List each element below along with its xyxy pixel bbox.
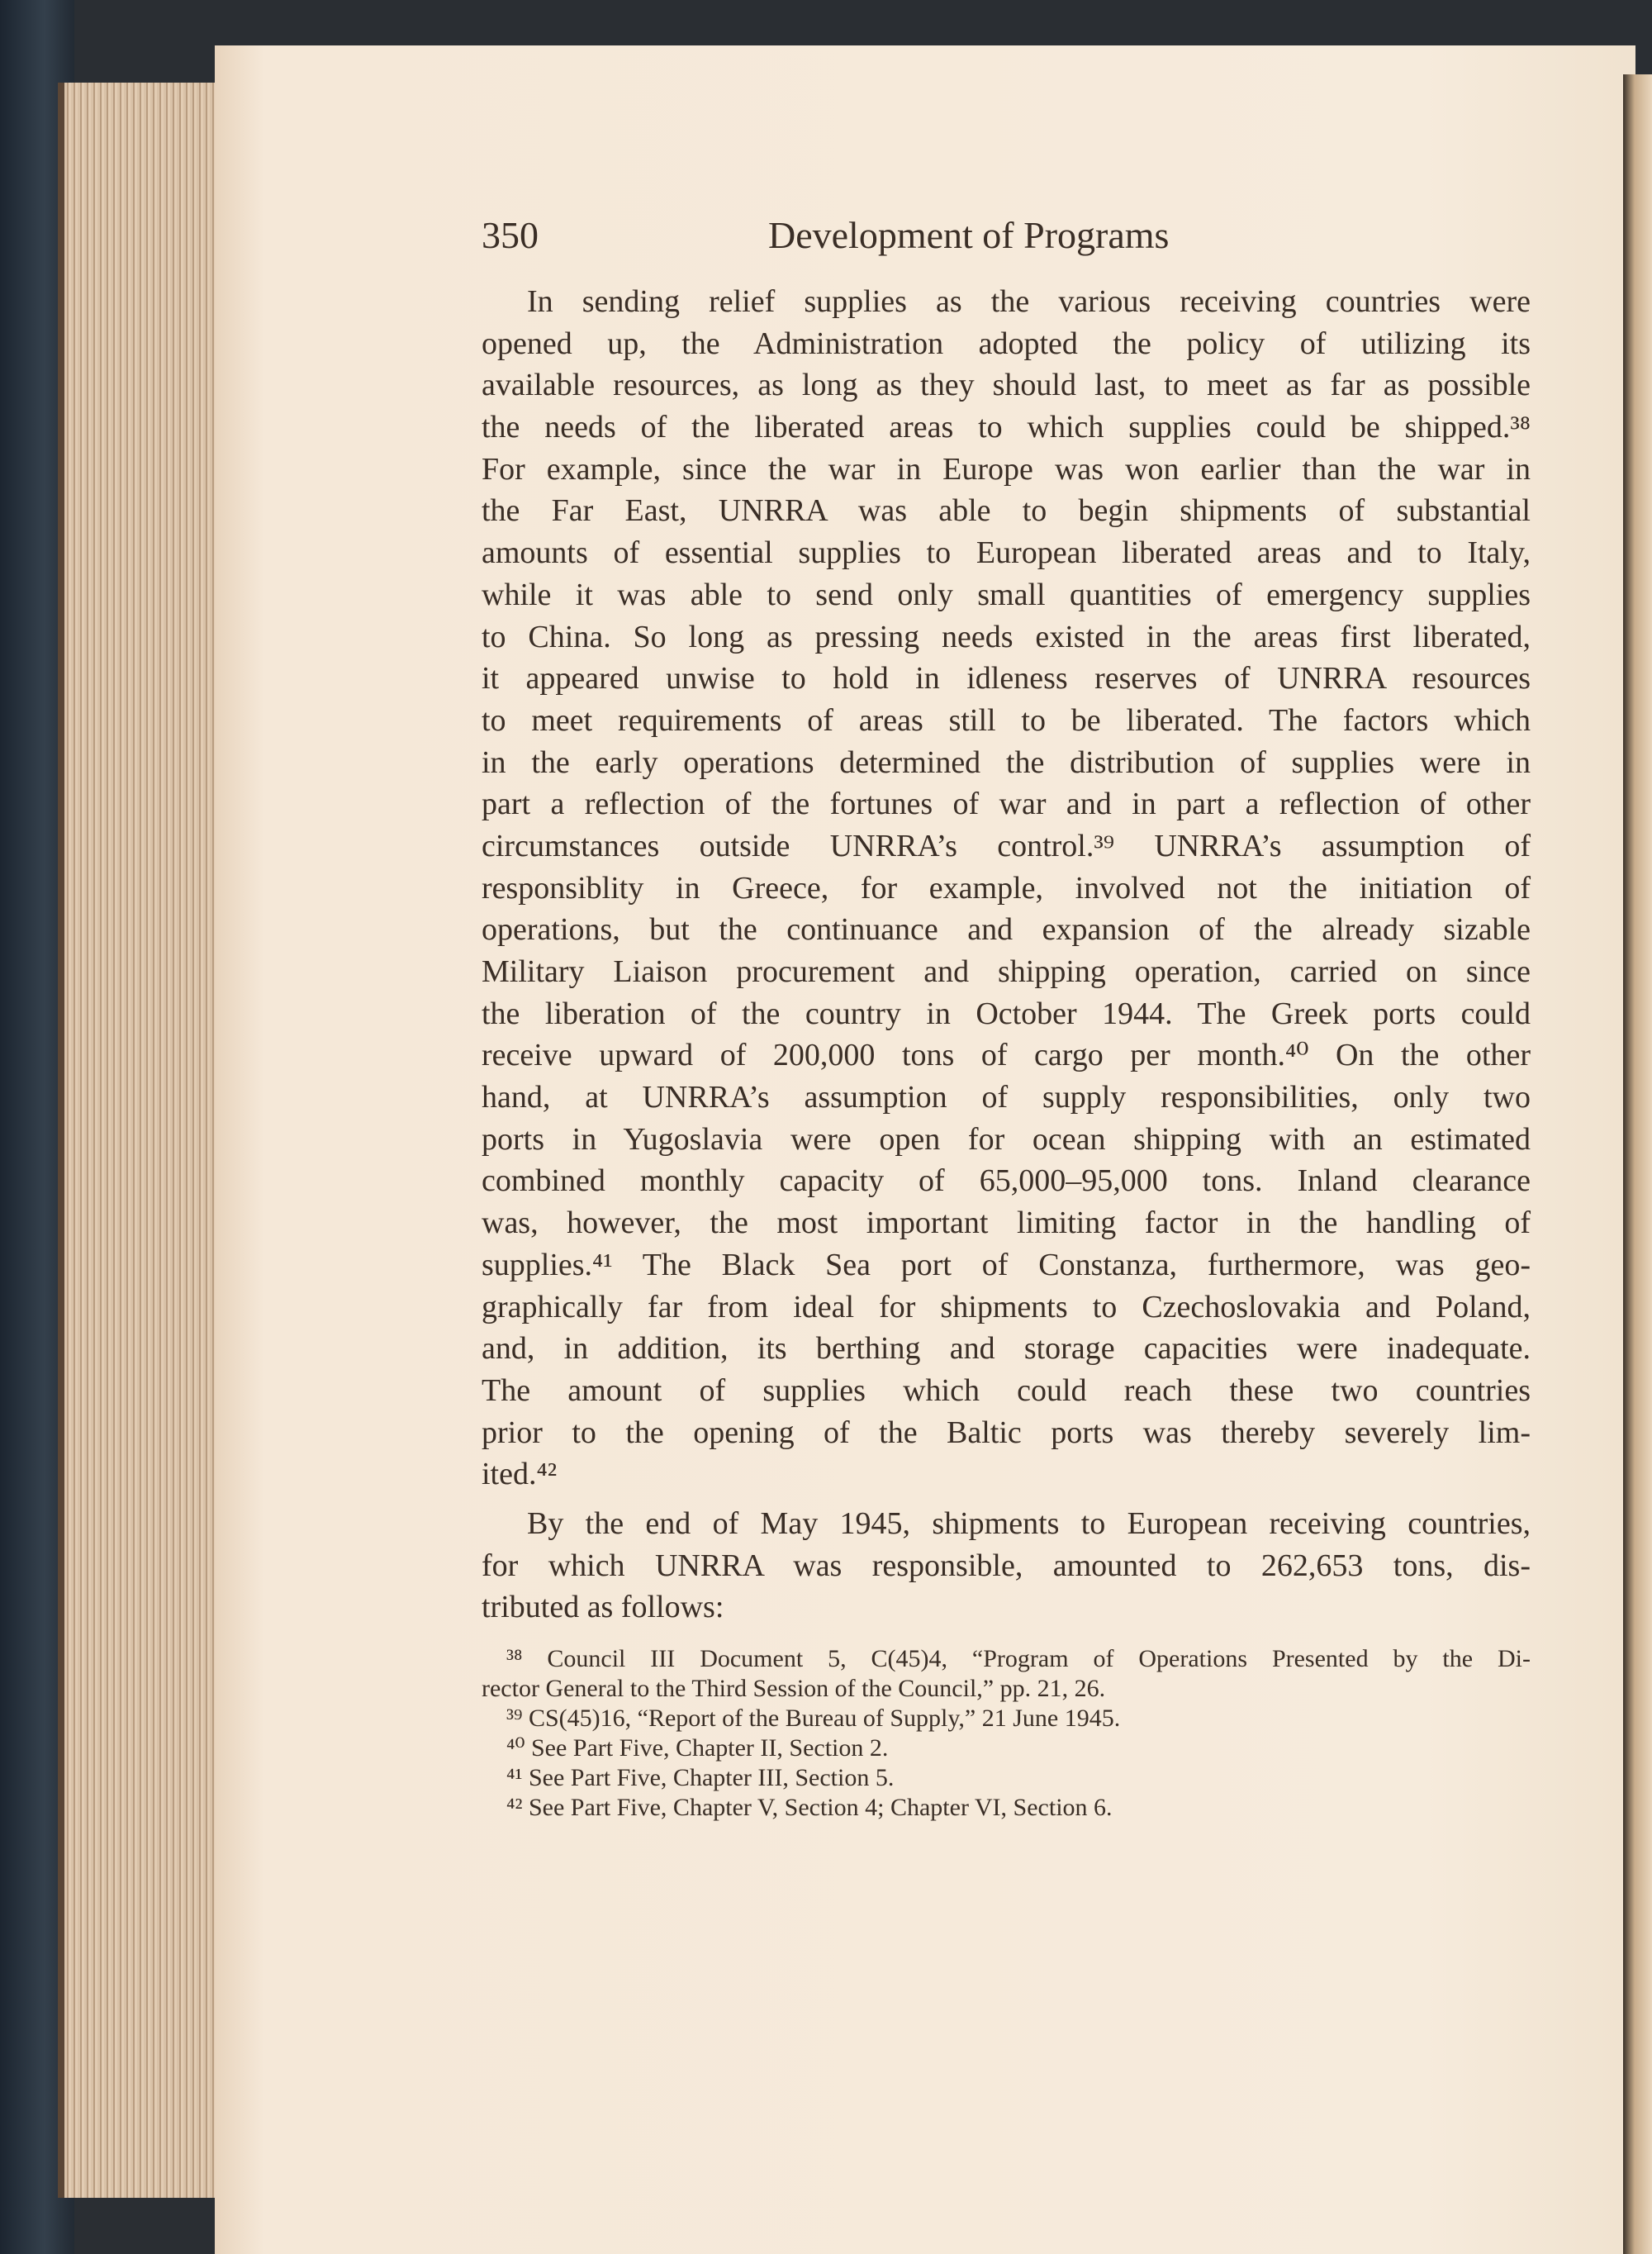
text-line: opened up, the Administration adopted the policy of utilizing its [482, 326, 1531, 361]
text-line: receive upward of 200,000 tons of cargo per month.⁴⁰ On the other [482, 1038, 1531, 1073]
footnote: ⁴¹ See Part Five, Chapter III, Section 5. [506, 1764, 895, 1791]
text-line: ited.⁴² [482, 1457, 558, 1492]
text-line: operations, but the continuance and expansion of the already sizable [482, 912, 1531, 948]
text-line: in the early operations determined the distribution of supplies were in [482, 744, 1531, 780]
text-line: For example, since the war in Europe was won earlier than the war in [482, 451, 1531, 487]
text-line: ports in Yugoslavia were open for ocean shipping with an estimated [482, 1121, 1531, 1157]
text-line: prior to the opening of the Baltic ports was thereby severely lim- [482, 1415, 1531, 1450]
paragraph [482, 1503, 1531, 1629]
text-line: responsiblity in Greece, for example, involved not the initiation of [482, 870, 1531, 906]
text-line: available resources, as long as they should last, to meet as far as possible [482, 368, 1531, 403]
text-line: to meet requirements of areas still to be liberated. The factors which [482, 702, 1531, 738]
text-line: By the end of May 1945, shipments to European receiving countries, [527, 1505, 1531, 1541]
body-text [482, 281, 1531, 1629]
footnotes [482, 1644, 1531, 1823]
text-line: amounts of essential supplies to European liberated areas and to Italy, [482, 535, 1531, 571]
footnote: ³⁹ CS(45)16, “Report of the Bureau of Supply,” 21 June 1945. [506, 1705, 1121, 1732]
text-line: part a reflection of the fortunes of war and in part a reflection of other [482, 787, 1531, 822]
text-line: tributed as follows: [482, 1590, 724, 1625]
footnote: ³⁸ Council III Document 5, C(45)4, “Program of Operations Presented by the Di- [506, 1645, 1531, 1672]
text-line: hand, at UNRRA’s assumption of supply responsibilities, only two [482, 1080, 1531, 1115]
text-line: and, in addition, its berthing and storage capacities were inadequate. [482, 1331, 1531, 1367]
text-line: The amount of supplies which could reach these two countries [482, 1372, 1531, 1408]
footnote: ⁴² See Part Five, Chapter V, Section 4; Chapter VI, Section 6. [506, 1794, 1113, 1821]
running-title: Development of Programs [768, 214, 1170, 256]
text-line: for which UNRRA was responsible, amounted to 262,653 tons, dis- [482, 1548, 1531, 1583]
text-line: Military Liaison procurement and shipping operation, carried on since [482, 954, 1531, 989]
text-line: combined monthly capacity of 65,000–95,000 tons. Inland clearance [482, 1163, 1531, 1199]
text-line: to China. So long as pressing needs existed in the areas first liberated, [482, 619, 1531, 654]
text-line: while it was able to send only small quantities of emergency supplies [482, 577, 1531, 612]
text-line: graphically far from ideal for shipments to Czechoslovakia and Poland, [482, 1289, 1531, 1324]
text-line: In sending relief supplies as the various receiving countries were [527, 284, 1531, 319]
text-line: was, however, the most important limiting factor in the handling of [482, 1205, 1531, 1241]
text-line: circumstances outside UNRRA’s control.³⁹ UNRRA’s assumption of [482, 828, 1531, 863]
text-line: the liberation of the country in October 1944. The Greek ports could [482, 996, 1531, 1031]
text-line: it appeared unwise to hold in idleness reserves of UNRRA resources [482, 661, 1531, 697]
text-line: supplies.⁴¹ The Black Sea port of Constanza, furthermore, was geo- [482, 1247, 1531, 1282]
text-line: the Far East, UNRRA was able to begin shipments of substantial [482, 493, 1531, 529]
paragraph [482, 281, 1531, 1496]
facing-page-edge [1623, 74, 1652, 2254]
footnote: rector General to the Third Session of the Council,” pp. 21, 26. [482, 1675, 1106, 1702]
page-number: 350 [482, 214, 539, 256]
text-line: the needs of the liberated areas to which supplies could be shipped.³⁸ [482, 410, 1531, 445]
footnote: ⁴⁰ See Part Five, Chapter II, Section 2. [506, 1734, 889, 1762]
